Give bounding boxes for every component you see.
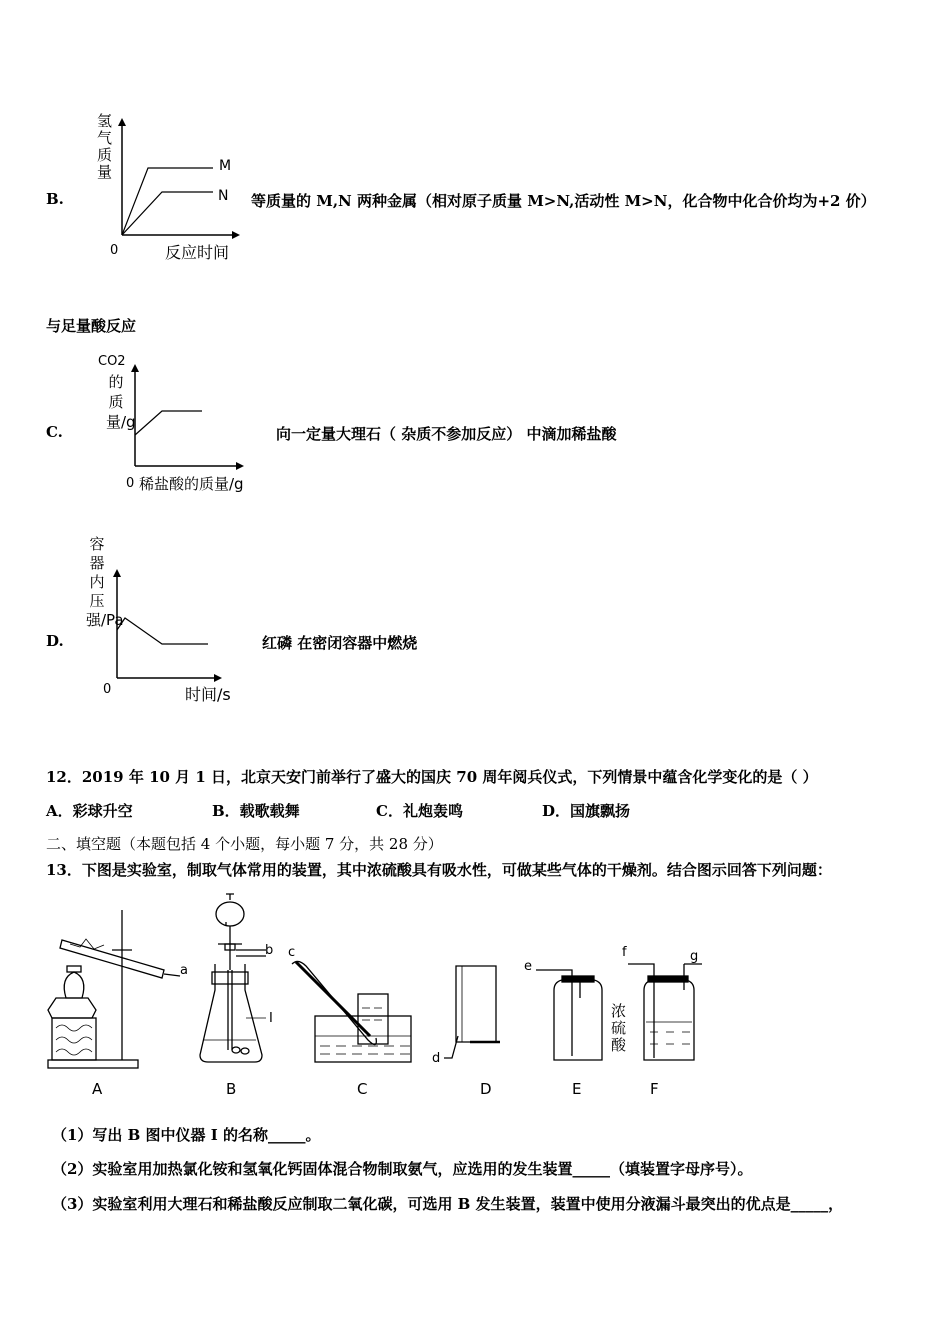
q13-sub1: （1）写出 B 图中仪器 I 的名称_____。: [52, 1126, 321, 1144]
x-axis-label: 反应时间: [165, 243, 230, 262]
label-a: A: [92, 1080, 103, 1098]
option-c-y-label-top: CO2: [98, 354, 126, 369]
port-b: b: [265, 943, 274, 958]
apparatus-e: [536, 970, 602, 1060]
q12-option-a: A．彩球升空: [46, 802, 133, 820]
apparatus-f: [628, 964, 702, 1060]
origin-label: 0: [110, 243, 119, 258]
section-title: 二、填空题（本题包括 4 个小题，每小题 7 分，共 28 分）: [46, 835, 443, 853]
x-axis-label: 时间/s: [185, 685, 231, 704]
option-c-text: 向一定量大理石（ 杂质不参加反应） 中滴加稀盐酸: [276, 425, 617, 443]
label-b: B: [226, 1080, 237, 1098]
option-d-y-label: 容器内压强/Pa: [86, 535, 124, 629]
origin-label: 0: [126, 476, 135, 491]
q12-option-d: D．国旗飘扬: [542, 802, 631, 820]
q13-sub2: （2）实验室用加热氯化铵和氢氧化钙固体混合物制取氨气，应选用的发生装置_____（填装置字母序号）。: [52, 1160, 753, 1178]
apparatus-figure: [40, 890, 720, 1110]
line-m-label: M: [219, 158, 232, 174]
option-d-letter: D.: [46, 632, 64, 650]
co2-line: [135, 411, 202, 435]
option-c-y-label: 的质量/g: [106, 373, 136, 431]
option-b-text-cont: 与足量酸反应: [46, 317, 137, 335]
port-d: d: [432, 1051, 441, 1066]
option-b-text: 等质量的 M,N 两种金属（相对原子质量 M>N,活动性 M>N，化合物中化合价均为+2 价）: [251, 192, 876, 210]
option-b-letter: B.: [46, 190, 64, 208]
q12-option-b: B．载歌载舞: [212, 802, 300, 820]
acid-label: 浓硫酸: [609, 1003, 627, 1054]
apparatus-c: [292, 961, 411, 1062]
q12-stem: 12．2019 年 10 月 1 日，北京天安门前举行了盛大的国庆 70 周年阅兵仪式，下列情景中蕴含化学变化的是（ ）: [46, 768, 818, 786]
port-g: g: [690, 949, 699, 964]
line-n-label: N: [218, 188, 229, 204]
option-b-y-label: 氢气质量: [95, 113, 113, 181]
option-c-letter: C.: [46, 423, 63, 441]
apparatus-a: [48, 910, 180, 1068]
q13-stem: 13．下图是实验室，制取气体常用的装置，其中浓硫酸具有吸水性，可做某些气体的干燥剂。结合图示回答下列问题：: [46, 861, 832, 879]
label-e: E: [572, 1080, 582, 1098]
q12-option-c: C．礼炮轰鸣: [376, 802, 463, 820]
x-axis-label: 稀盐酸的质量/g: [139, 475, 244, 493]
option-d-text: 红磷 在密闭容器中燃烧: [262, 634, 418, 652]
port-f: f: [622, 945, 627, 960]
apparatus-d: [444, 966, 500, 1058]
option-d-graph: [90, 555, 250, 705]
label-i: I: [269, 1011, 273, 1026]
origin-label: 0: [103, 682, 112, 697]
label-f: F: [650, 1080, 659, 1098]
label-d: D: [480, 1080, 492, 1098]
port-c: c: [288, 945, 296, 960]
pressure-line: [117, 618, 208, 644]
port-e: e: [524, 959, 532, 974]
apparatus-b: [200, 894, 266, 1062]
port-a: a: [180, 963, 188, 978]
line-m: [122, 168, 213, 235]
label-c: C: [357, 1080, 368, 1098]
q13-sub3: （3）实验室利用大理石和稀盐酸反应制取二氧化碳，可选用 B 发生装置，装置中使用分液漏斗最突出的优点是_____，: [52, 1195, 844, 1213]
